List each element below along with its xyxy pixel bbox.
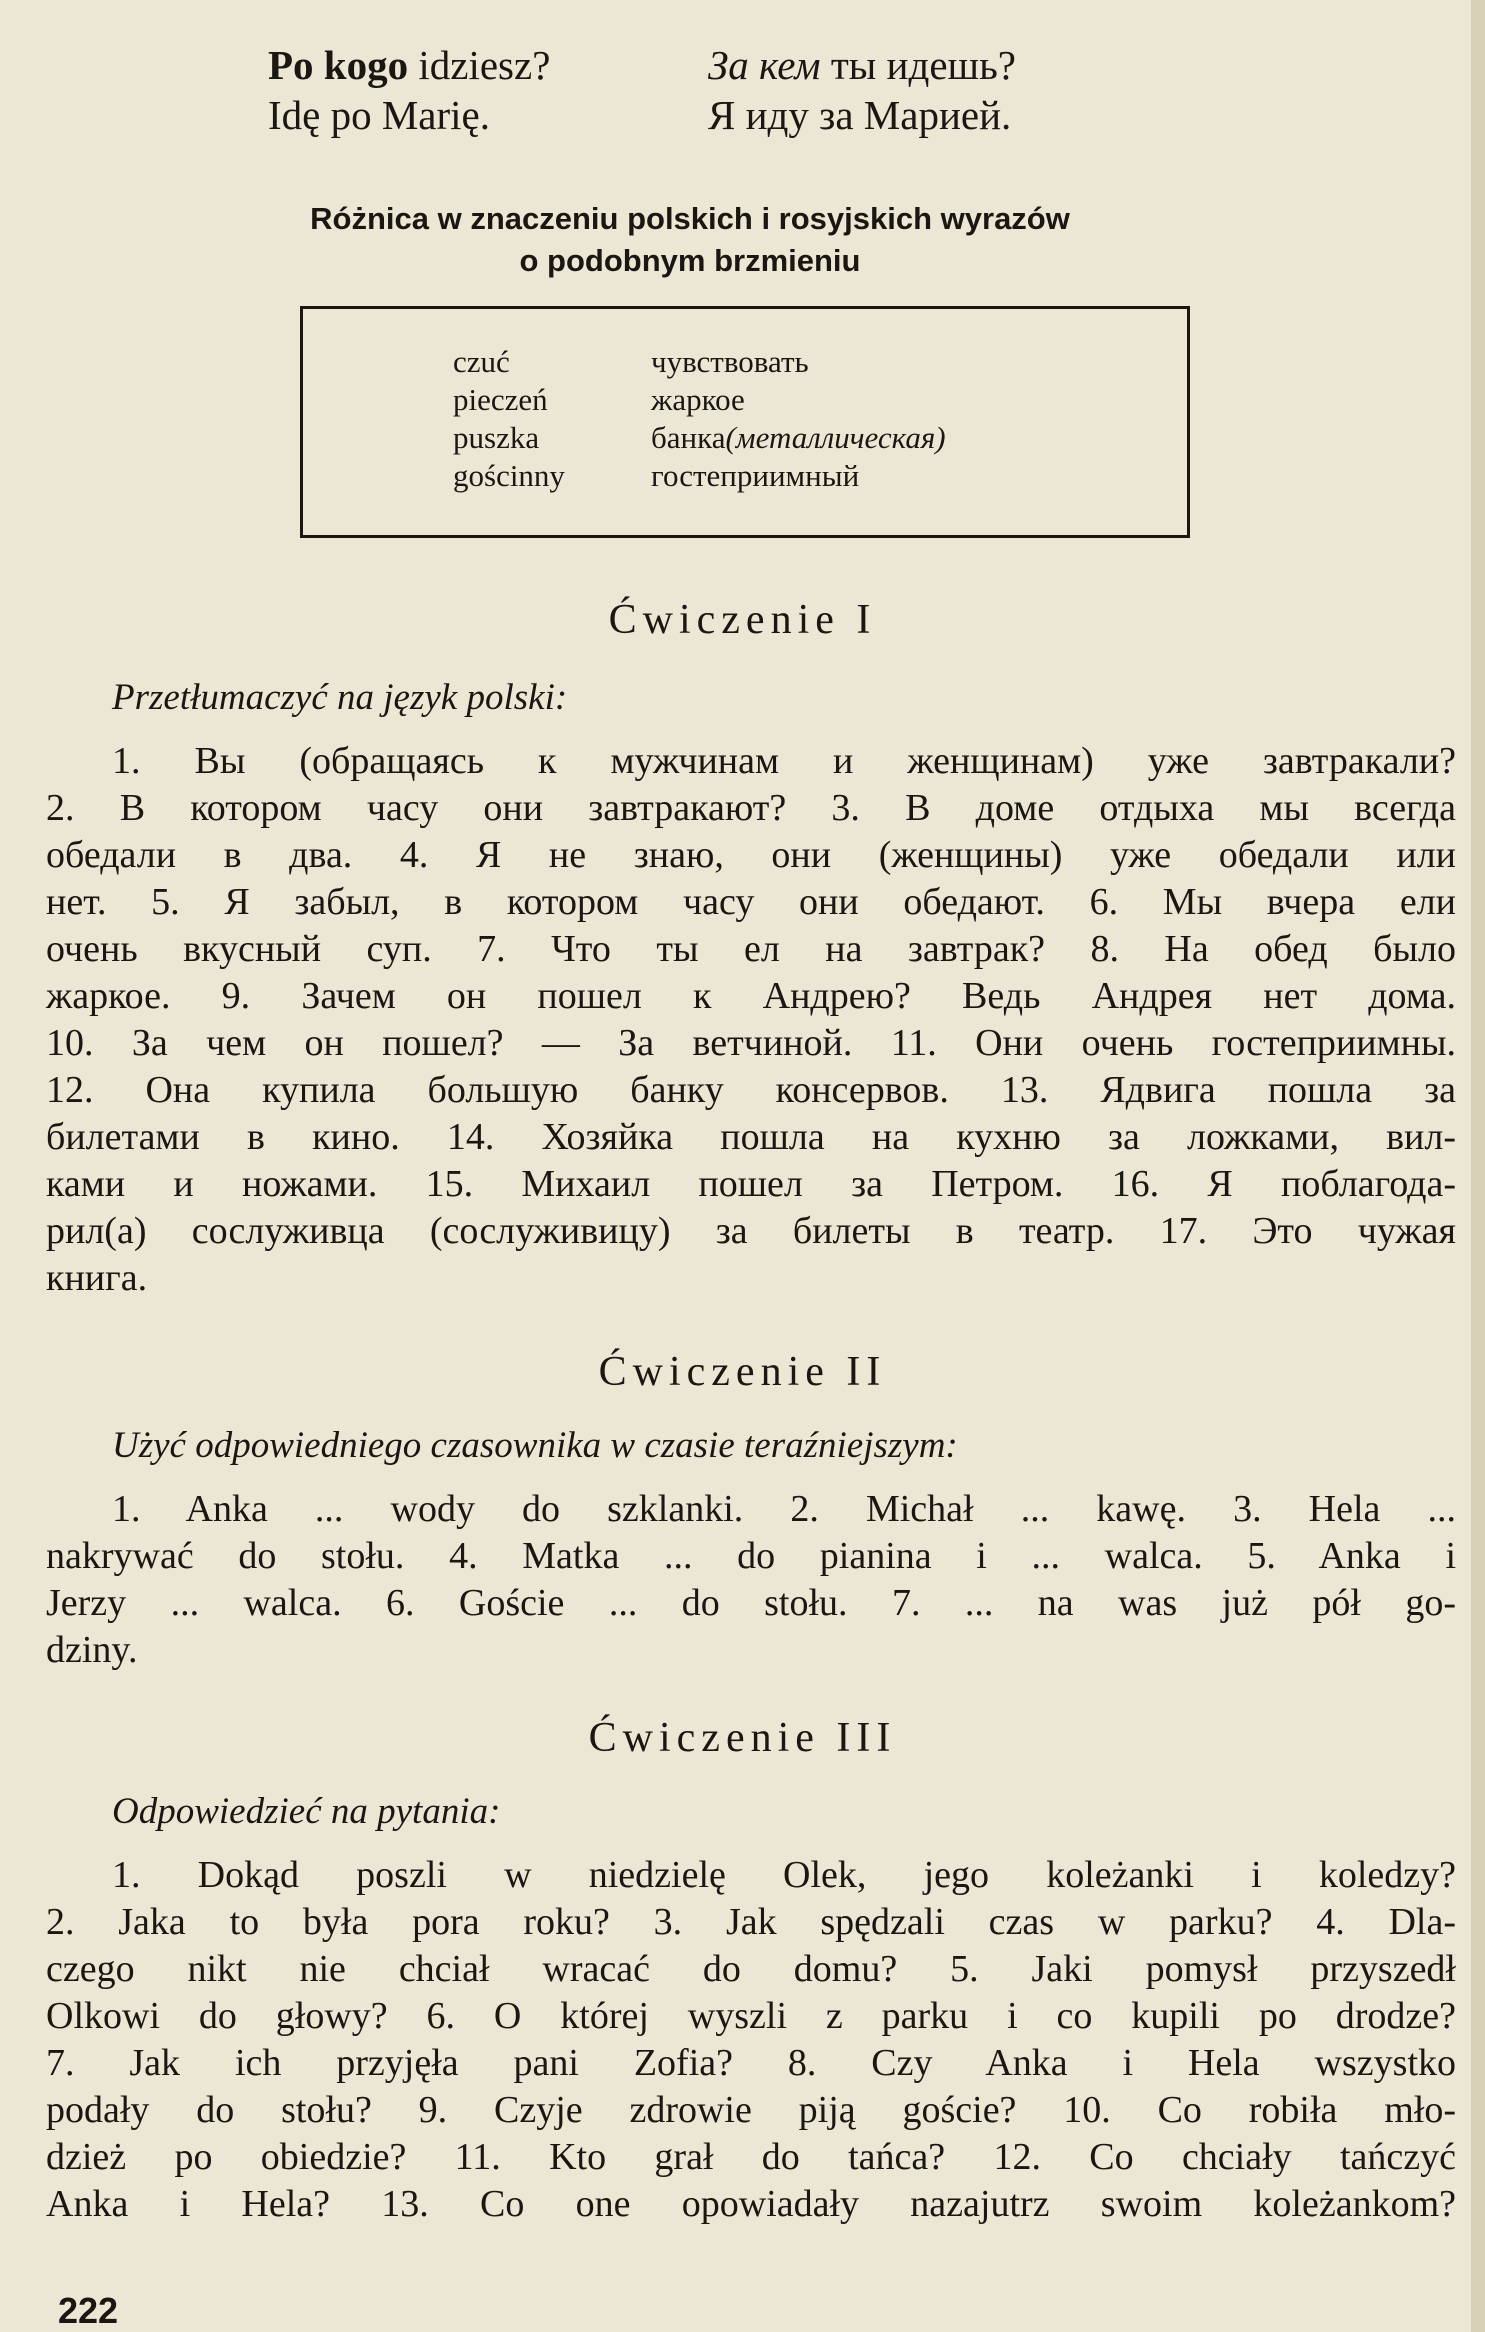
text-line: рил(а) сослуживца (сослуживицу) за билеты в театр. 17. Это чужая [46, 1210, 1456, 1252]
exercise-title: Ćwiczenie II [598, 1349, 887, 1395]
page-number: 222 [58, 2290, 119, 2331]
example-row-1 [268, 40, 1128, 90]
text-line: 2. В котором часу они завтракают? 3. В доме отдыха мы всегда [46, 787, 1456, 829]
text-line: Olkowi do głowy? 6. O której wyszli z parku i co kupili po drodze? [46, 1995, 1456, 2037]
exercise-text [46, 1486, 1456, 1674]
text-line: nakrywać do stołu. 4. Matka ... do pianina i ... walca. 5. Anka i [46, 1535, 1456, 1577]
exercise-text [46, 1852, 1456, 2228]
exercise-instruction: Użyć odpowiedniego czasownika w czasie teraźniejszym: [112, 1425, 958, 1466]
example-sentences [268, 40, 1128, 140]
vocab-row: puszka банка (металлическая) [453, 420, 946, 455]
text-line: обедали в два. 4. Я не знаю, они (женщины) уже обедали или [46, 834, 1456, 876]
exercise-text [46, 738, 1456, 1302]
text-line: 12. Она купила большую банку консервов. 13. Ядвига пошла за [46, 1069, 1456, 1111]
exercise-title: Ćwiczenie III [588, 1715, 897, 1761]
page-edge [1471, 0, 1485, 2332]
text-line: Jerzy ... walca. 6. Goście ... do stołu. 7. ... na was już pół go- [46, 1582, 1456, 1624]
text-line: 10. За чем он пошел? — За ветчиной. 11. Они очень гостеприимны. [46, 1022, 1456, 1064]
text-line: 7. Jak ich przyjęła pani Zofia? 8. Czy Anka i Hela wszystko [46, 2042, 1456, 2084]
text-line: 1. Anka ... wody do szklanki. 2. Michał ... kawę. 3. Hela ... [112, 1488, 1456, 1530]
polish-sentence: Idę po Marię. [268, 92, 490, 138]
vocab-row: gościnny гостеприимный [453, 458, 860, 493]
text-line: ками и ножами. 15. Михаил пошел за Петром. 16. Я поблагода- [46, 1163, 1456, 1205]
exercise-title: Ćwiczenie I [608, 597, 877, 643]
text-line: dziny. [46, 1629, 138, 1671]
exercise-instruction: Przetłumaczyć na język polski: [112, 677, 568, 718]
russian-sentence: За кем ты идешь? [708, 42, 1016, 88]
text-line: нет. 5. Я забыл, в котором часу они обедают. 6. Мы вчера ели [46, 881, 1456, 923]
vocab-row: pieczeń жаркое [453, 382, 745, 417]
text-line: билетами в кино. 14. Хозяйка пошла на кухню за ложками, вил- [46, 1116, 1456, 1158]
text-line: 2. Jaka to była pora roku? 3. Jak spędzali czas w parku? 4. Dla- [46, 1901, 1456, 1943]
example-row-2 [268, 90, 1128, 140]
exercise-instruction: Odpowiedzieć na pytania: [112, 1791, 501, 1832]
polish-sentence: Po kogo idziesz? [268, 42, 551, 88]
text-line: Anka i Hela? 13. Co one opowiadały nazajutrz swoim koleżankom? [46, 2183, 1456, 2225]
text-line: 1. Dokąd poszli w niedzielę Olek, jego koleżanki i koledzy? [112, 1854, 1456, 1896]
text-line: czego nikt nie chciał wracać do domu? 5. Jaki pomysł przyszedł [46, 1948, 1456, 1990]
vocabulary-box [300, 306, 1190, 538]
text-line: жаркое. 9. Зачем он пошел к Андрею? Ведь Андрея нет дома. [46, 975, 1456, 1017]
text-line: очень вкусный суп. 7. Что ты ел на завтрак? 8. На обед было [46, 928, 1456, 970]
russian-sentence: Я иду за Марией. [708, 92, 1012, 138]
vocab-row: czuć чувствовать [453, 344, 809, 379]
section-heading: Różnica w znaczeniu polskich i rosyjskich wyrazów o podobnym brzmieniu [310, 201, 1070, 278]
text-line: книга. [46, 1257, 148, 1299]
text-line: 1. Вы (обращаясь к мужчинам и женщинам) уже завтракали? [112, 740, 1456, 782]
text-line: podały do stołu? 9. Czyje zdrowie piją goście? 10. Co robiła mło- [46, 2089, 1456, 2131]
vocabulary-list [453, 343, 946, 495]
text-line: dzież po obiedzie? 11. Kto grał do tańca? 12. Co chciały tańczyć [46, 2136, 1456, 2178]
